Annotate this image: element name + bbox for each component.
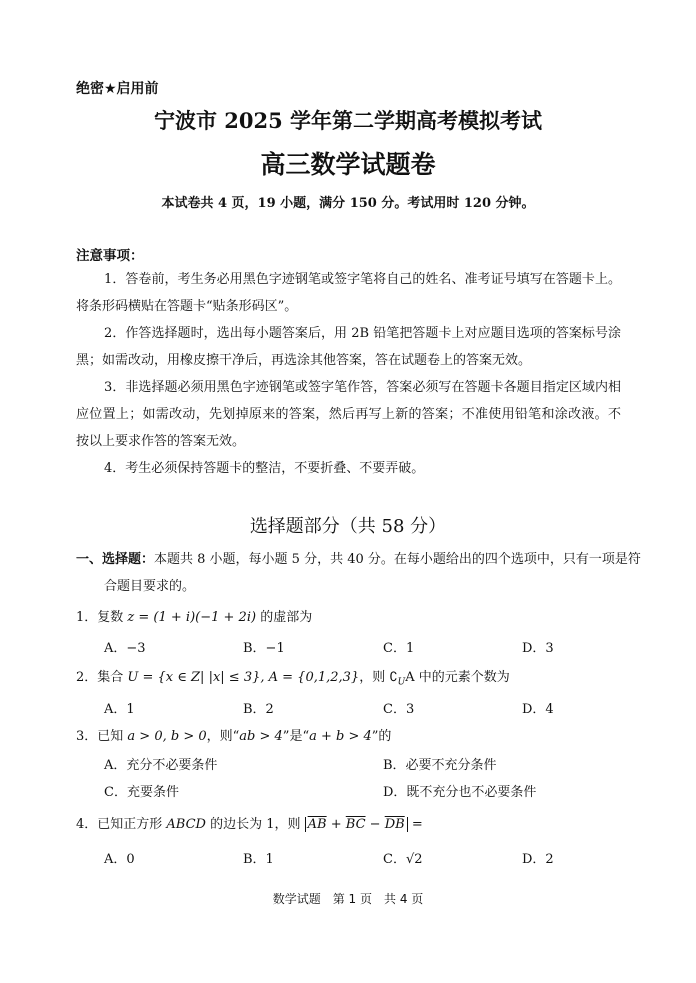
q2-option-c: C．3 — [383, 702, 415, 717]
q4-mid: 的边长为 1，则 — [205, 817, 305, 832]
notice-heading: 注意事项： — [76, 248, 144, 264]
notice-item-1: 1．答卷前，考生务必用黑色字迹钢笔或签字笔将自己的姓名、准考证号填写在答题卡上。将条形码横贴在答题卡“贴条形码区”。 — [76, 272, 621, 314]
q2-pre: 集合 — [97, 670, 128, 685]
q3-mid2: ”是“ — [282, 729, 310, 744]
q3-post: ”的 — [371, 729, 392, 744]
q3-mid1: ，则“ — [206, 729, 240, 744]
exam-title: 宁波市 2025 学年第二学期高考模拟考试 — [153, 108, 543, 133]
q4-vector-ab: $\overline{AB}$ — [307, 817, 327, 832]
q3-option-d: D．既不充分也不必要条件 — [383, 785, 537, 800]
question-4 — [76, 813, 423, 832]
q1-pre: 复数 — [97, 610, 128, 625]
exam-subtitle: 高三数学试题卷 — [260, 150, 436, 179]
q4-post: = — [407, 817, 423, 832]
q3-p: ab > 4 — [239, 729, 283, 744]
notice-item-2: 2．作答选择题时，选出每小题答案后，用 2B 铅笔把答题卡上对应题目选项的答案标号涂黑；如需改动，用橡皮擦干净后，再选涂其他答案，答在试题卷上的答案无效。 — [76, 326, 621, 368]
q3-option-c: C．充要条件 — [104, 785, 179, 800]
q2-option-a: A．1 — [104, 702, 135, 717]
notice-item-4: 4．考生必须保持答题卡的整洁，不要折叠、不要弄破。 — [104, 461, 425, 476]
q1-option-b: B．−1 — [243, 641, 285, 656]
q4-plus: + — [326, 817, 346, 832]
exam-info: 本试卷共 4 页，19 小题，满分 150 分。考试用时 120 分钟。 — [161, 196, 535, 211]
q4-square-name: ABCD — [166, 817, 206, 832]
q1-expr: z = (1 + i)(−1 + 2i) — [127, 610, 257, 625]
q3-condition: a > 0, b > 0 — [127, 729, 207, 744]
q1-option-a: A．−3 — [104, 641, 146, 656]
q2-sub: U — [397, 677, 406, 688]
q4-option-c: C．√2 — [383, 852, 423, 867]
q4-option-b: B．1 — [243, 852, 274, 867]
q2-number: 2． — [76, 670, 98, 685]
part-label: 一、选择题： — [76, 552, 155, 567]
section-title: 选择题部分（共 58 分） — [249, 516, 447, 537]
q4-vector-expr — [305, 817, 408, 832]
notice-item-3: 3．非选择题必须用黑色字迹钢笔或签字笔作答，答案必须写在答题卡各题目指定区域内相应位置上；如需改动，先划掉原来的答案，然后再写上新的答案；不准使用铅笔和涂改液。不按以上要求作答的答案无效。 — [76, 380, 621, 449]
q2-sets: U = {x ∈ Z| |x| ≤ 3}, A = {0,1,2,3} — [127, 670, 360, 685]
q2-tail: A 中的元素个数为 — [405, 670, 510, 685]
q3-pre: 已知 — [97, 729, 128, 744]
q3-q: a + b > 4 — [309, 729, 372, 744]
q3-option-b: B．必要不充分条件 — [383, 758, 497, 773]
part-heading — [76, 546, 649, 600]
q1-post: 的虚部为 — [256, 610, 313, 625]
question-1 — [76, 606, 312, 625]
q4-vector-bc: $\overline{BC}$ — [345, 817, 366, 832]
q4-minus: − — [365, 817, 385, 832]
q4-option-a: A．0 — [104, 852, 135, 867]
part-description: 本题共 8 小题，每小题 5 分，共 40 分。在每小题给出的四个选项中，只有一项是符合题目要求的。 — [104, 552, 641, 594]
page-footer: 数学试题 第 1 页 共 4 页 — [272, 892, 424, 906]
q2-option-d: D．4 — [522, 702, 554, 717]
q2-post: ，则 ∁ — [359, 670, 398, 685]
q4-option-d: D．2 — [522, 852, 554, 867]
q1-option-d: D．3 — [522, 641, 554, 656]
q2-option-b: B．2 — [243, 702, 274, 717]
q4-vector-db: $\overline{DB}$ — [384, 817, 405, 832]
q3-option-a: A．充分不必要条件 — [104, 758, 218, 773]
q3-number: 3． — [76, 729, 98, 744]
q1-number: 1． — [76, 610, 98, 625]
question-2 — [76, 666, 510, 688]
q4-pre: 已知正方形 — [97, 817, 167, 832]
q1-option-c: C．1 — [383, 641, 415, 656]
q4-number: 4． — [76, 817, 98, 832]
question-3 — [76, 725, 391, 744]
confidential-mark: 绝密★启用前 — [76, 81, 159, 97]
